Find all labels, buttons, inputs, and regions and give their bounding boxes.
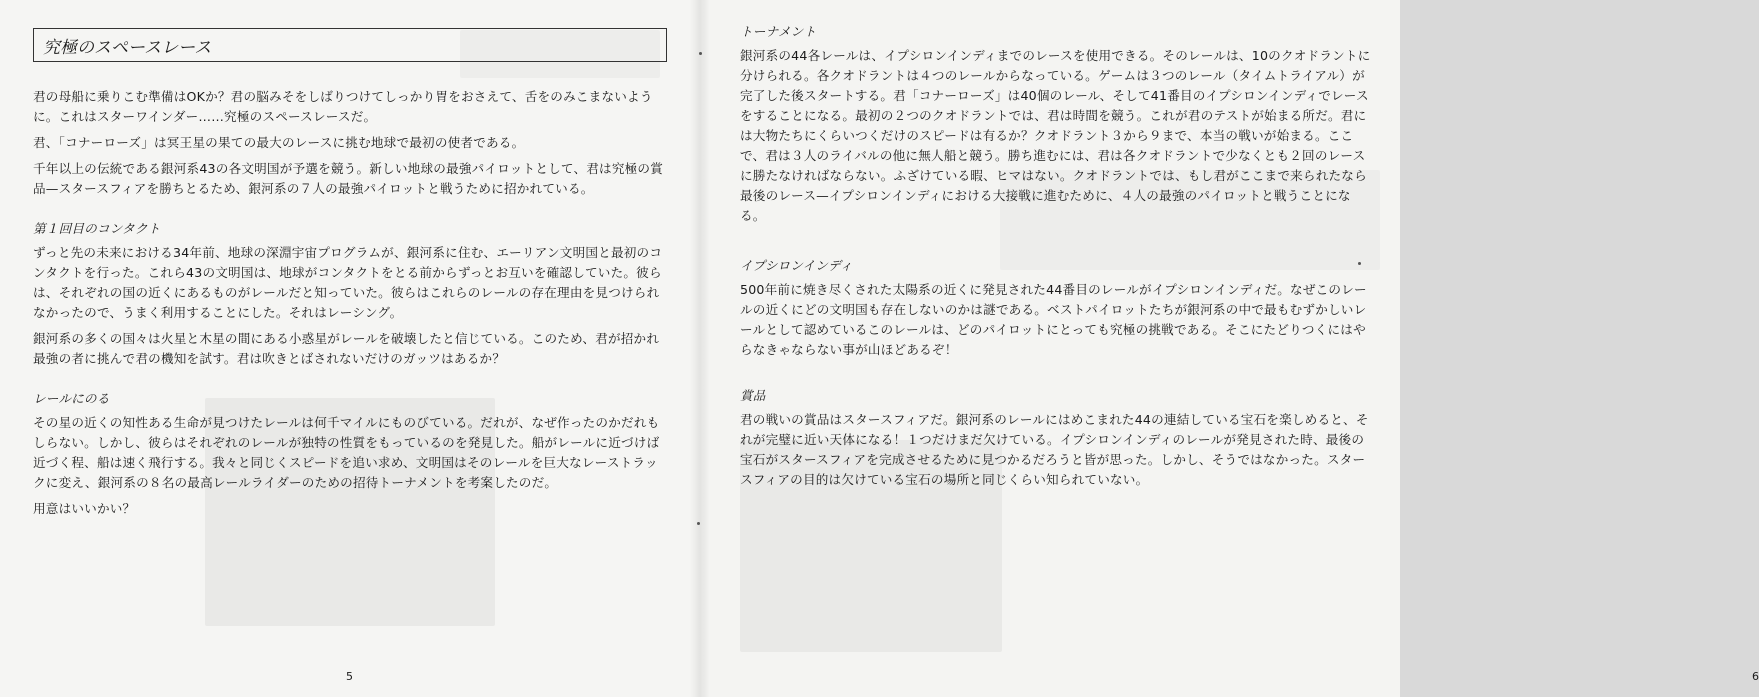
- section-heading-ride-the-rail: レールにのる: [33, 391, 110, 406]
- page-number-left: 5: [346, 670, 353, 683]
- intro-paragraph-3: 千年以上の伝統である銀河系43の各文明国が予選を競う。新しい地球の最強パイロットとして、君は究極の賞品—スタースフィアを勝ちとるため、銀河系の７人の最強パイロットと戦うために招かれている。: [33, 161, 664, 196]
- ride-rail-paragraph-2: 用意はいいかい？: [33, 501, 136, 516]
- left-page-body: [33, 87, 669, 525]
- ride-rail-paragraph-1: その星の近くの知性ある生命が見つけたレールは何千マイルにものびている。だれが、なぜ作ったのかだれもしらない。しかし、彼らはそれぞれのレールが独特の性質をもっているのを発見した。船がレールに近づけば近づく程、船は速く飛行する。我々と同じくスピードを追い求め、文明国はそのレールを巨大なレーストラックに変え、銀河系の８名の最高レールライダーのための招待トーナメントを考案したのだ。: [33, 415, 660, 490]
- page-title: 究極のスペースレース: [33, 28, 667, 62]
- intro-paragraph-2: 君、「コナーローズ」は冥王星の果ての最大のレースに挑む地球で最初の使者である。: [33, 135, 525, 150]
- binding-mark-bottom: [697, 522, 700, 525]
- section-heading-first-contact: 第１回目のコンタクト: [33, 221, 161, 236]
- tournament-paragraph: 銀河系の44各レールは、イプシロンインディまでのレースを使用できる。そのレールは、10のクオドラントに分けられる。各クオドラントは４つのレールからなっている。ゲームは３つのレール（タイムトライアル）が完了した後スタートする。君「コナーローズ」は40個のレール、そして41番目のイプシロンインディでレースをすることになる。最初の２つのクオドラントでは、君は時間を競う。これが君のテストが始まる所だ。君には大物たちにくらいつくだけのスピードは有るか？クオドラント３から９まで、本当の戦いが始まる。ここで、君は３人のライバルの他に無人船と競う。勝ち進むには、君は各クオドラントで少なくとも２回のレースに勝たなければならない。ふざけている暇、ヒマはない。クオドラントでは、もし君がここまで来られたなら最後のレース—イプシロンインディにおける大接戦に進むために、４人の最強のパイロットと戦うことになる。: [740, 48, 1371, 223]
- page-number-right: 6: [1752, 670, 1759, 683]
- first-contact-paragraph-2: 銀河系の多くの国々は火星と木星の間にある小惑星がレールを破壊したと信じている。このため、君が招かれ最強の者に挑んで君の機知を試す。君は吹きとばされないだけのガッツはあるか？: [33, 331, 660, 366]
- section-heading-epsilon-indi: イプシロンインディ: [740, 258, 853, 273]
- page-speck: [1358, 262, 1361, 265]
- section-heading-prize: 賞品: [740, 388, 766, 403]
- first-contact-paragraph-1: ずっと先の未来における34年前、地球の深淵宇宙プログラムが、銀河系に住む、エーリアン文明国と最初のコンタクトを行った。これら43の文明国は、地球がコンタクトをとる前からずっとお互いを確認していた。彼らは、それぞれの国の近くにあるものがレールだと知っていた。彼らはこれらのレールの存在理由を見つけられなかったので、うまく利用することにした。それはレーシング。: [33, 245, 663, 320]
- binding-mark-top: [699, 52, 702, 55]
- prize-paragraph: 君の戦いの賞品はスタースフィアだ。銀河系のレールにはめこまれた44の連結している宝石を楽しめると、それが完璧に近い天体になる！１つだけまだ欠けている。イプシロンインディのレールが発見された時、最後の宝石がスタースフィアを完成させるために見つかるだろうと皆が思った。しかし、そうではなかった。スタースフィアの目的は欠けている宝石の場所と同じくらい知られていない。: [740, 412, 1369, 487]
- left-page: [0, 0, 700, 697]
- book-gutter: [690, 0, 710, 697]
- intro-paragraph-1: 君の母船に乗りこむ準備はOKか？君の脳みそをしばりつけてしっかり胃をおさえて、舌をのみこまないように。これはスターワインダー……究極のスペースレースだ。: [33, 89, 653, 124]
- epsilon-indi-paragraph: 500年前に焼き尽くされた太陽系の近くに発見された44番目のレールがイプシロンインディだ。なぜこのレールの近くにどの文明国も存在しないのかは謎である。ベストパイロットたちが銀河系の中で最もむずかしいレールとして認めているこのレールは、どのパイロットにとっても究極の挑戦である。そこにたどりつくにはやらなきゃならない事が山ほどあるぞ！: [740, 282, 1367, 357]
- section-heading-tournament: トーナメント: [740, 24, 817, 39]
- right-page-body: [740, 22, 1376, 496]
